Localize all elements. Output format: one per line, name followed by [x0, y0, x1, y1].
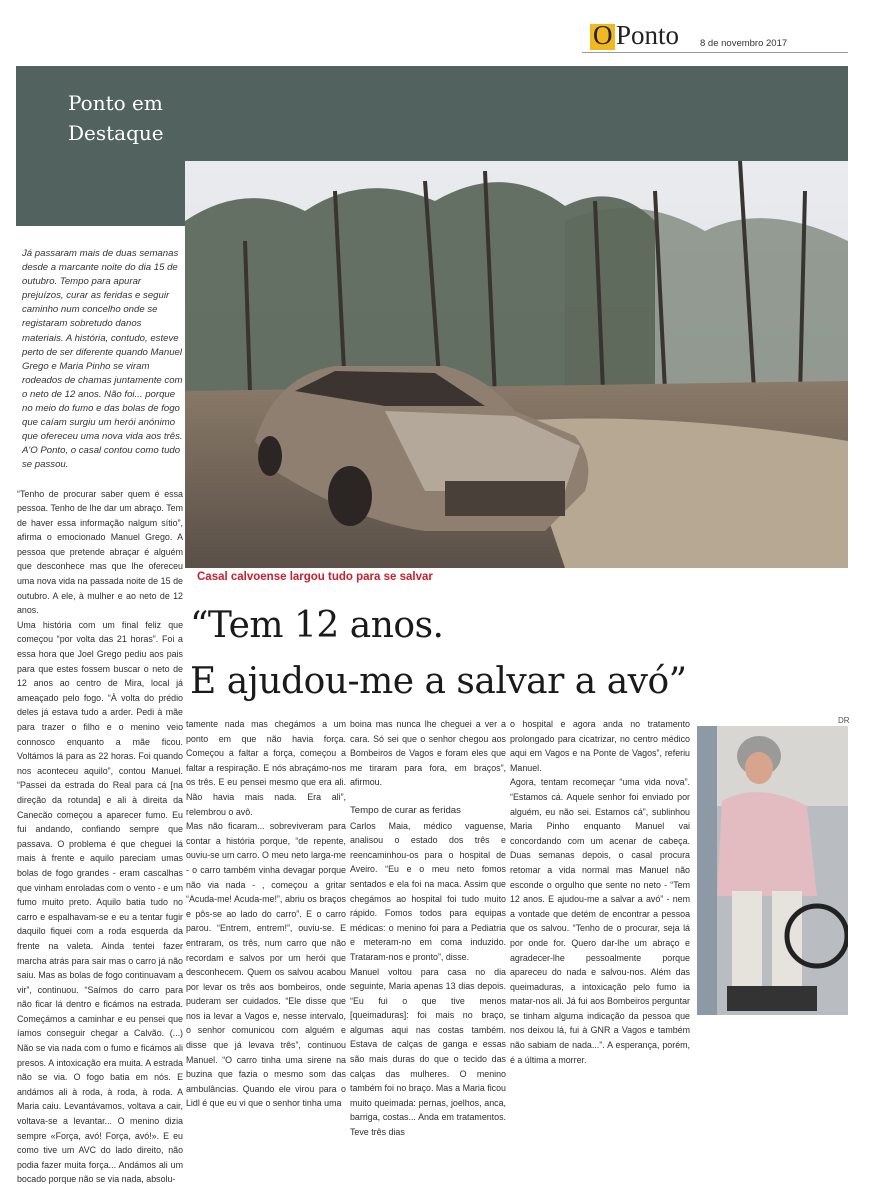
left-column — [17, 247, 183, 1187]
article-column-1 — [17, 487, 183, 1187]
logo-letter: O — [593, 20, 613, 50]
header-rule — [582, 52, 848, 53]
issue-date: 8 de novembro 2017 — [700, 38, 787, 49]
subheading: Tempo de curar as feridas — [350, 804, 506, 819]
headline — [190, 598, 687, 710]
photo-caption: Casal calvoense largou tudo para se salvar — [197, 571, 433, 583]
logo-name: Ponto — [616, 20, 679, 50]
paragraph: tamente nada mas chegámos a um ponto em que não havia força. Começou a faltar a força, começou a faltar a respiração. E nós abraçámo-nos os três. E eu pensei mesmo que era ali. Não havia mais nada. Era ali”, relembrou o avô. — [186, 717, 346, 819]
section-title — [68, 88, 164, 148]
photo-credit: DR — [838, 716, 850, 725]
paragraph: Carlos Maia, médico vaguense, analisou o estado dos três e reencaminhou-os para o hospital de Aveiro. “Eu e o meu neto fomos sentados e ela foi na maca. Assim que chegámos ao hospital foi tudo muito rápido. Fomos todos para equipas médicas: o menino foi para a Pediatria e meteram-no em coma induzido. Trataram-nos e pronto”, disse. — [350, 819, 506, 965]
paragraph: o hospital e agora anda no tratamento prolongado para cicatrizar, no centro médico aqui em Vagos e na Ponte de Vagos”, referiu Manuel. — [510, 717, 690, 775]
article-column-4 — [510, 717, 690, 1067]
section-box — [16, 160, 186, 226]
article-column-3 — [350, 717, 506, 1140]
article-column-2 — [186, 717, 346, 1111]
paragraph: “Tenho de procurar saber quem é essa pessoa. Tenho de lhe dar um abraço. Tem de haver essa informação nalgum sítio”, afirma o emocionado Manuel Grego. A pessoa que pretende abraçar é alguém que desconhece mas que lhe ofereceu uma nova vida na passada noite de 15 de outubro. A ele, à mulher e ao neto de 12 anos. — [17, 487, 183, 618]
burnt-car-photo — [185, 161, 848, 568]
woman-wheelchair-photo — [697, 726, 848, 1015]
paragraph: boina mas nunca lhe cheguei a ver a cara. Só sei que o senhor chegou aos Bombeiros de Vagos e foram eles que me tiraram para fora, em braços”, afirmou. — [350, 717, 506, 790]
section-title-line1: Ponto em — [68, 88, 164, 118]
headline-line2: E ajudou-me a salvar a avó” — [190, 654, 687, 710]
headline-line1: “Tem 12 anos. — [190, 598, 687, 654]
paragraph: Mas não ficaram... sobreviveram para contar a história porque, “de repente, ouviu-se um carro. O meu neto larga-me - o carro também vinha devagar porque não via nada - , começou a gritar “Acuda-me! Acuda-me!”, abriu os braços e pôs-se ao lado do carro”. E o carro parou. “Entrem, entrem!”, ouviu-se. E entraram, os três, num carro que não recordam e salvos por um herói que desconhecem. Quem os salvou acabou por levar os três aos bombeiros, onde puderam ser cuidados. “Ele disse que nos ia levar a Vagos e, nesse intervalo, o senhor comunicou com alguém e disse que já levava três”, continuou Manuel. “O carro tinha uma sirene na buzina que fazia o mesmo som das ambulâncias. Quando ele virou para o Lidl é que eu vi que o senhor tinha uma — [186, 819, 346, 1111]
section-title-line2: Destaque — [68, 118, 164, 148]
paragraph: Uma história com um final feliz que começou “por volta das 21 horas”. Foi a essa hora que Joel Grego pediu aos pais para que estes fossem buscar o neto de 12 anos ao centro de Mira, local já ameaçado pelo fogo. “À volta do prédio deles já estava tudo a arder. Pedi à mãe para trazer o filho e o menino veio connosco enquanto a mãe ficou. Voltámos lá para as 22 horas. Foi quando nos aconteceu aquilo”, contou Manuel. “Passei da estrada do Real para cá [na direção da rotunda] e ali à direita da Canecão começou a aparecer fumo. Eu fui andando, confiando sempre que passava. O problema é que cheguei lá mais à frente e aquilo pareciam umas bolas de fogo grandes - eram cascalhas que vinham enroladas com o vento - e um fumo muito preto. Aquilo batia tudo no carro e espalhavam-se e eu a tentar fugir daquilo fiquei com a roda esquerda da frente na valeta. Ainda tentei fazer marcha atrás para sair mas o carro já não saiu. Mas as bolas de fogo continuavam a vir”, continuou. “Saímos do carro para não ficar lá dentro e ficámos na estrada. Começámos a caminhar e eu pensei que íamos conseguir chegar a Calvão. (...) Não se via nada com o fumo e ficámos ali presos. A intoxicação era muita. A estrada não se via. O fogo batia em nós. E andámos ali à roda, à roda, à roda. A Maria caiu. Levantávamos, voltava a cair, voltava-se a levantar... O menino dizia sempre «Força, avó! Força, avó!». E eu como tive um AVC do lado direito, não podia fazer muita força... Andámos ali um bocado porque não se via nada, absolu- — [17, 618, 183, 1187]
paragraph: Agora, tentam recomeçar “uma vida nova”. “Estamos cá. Aquele senhor foi enviado por alguém, eu não sei. Estamos cá”, sublinhou Maria Pinho enquanto Manuel vai concordando com um acenar de cabeça. Duas semanas depois, o casal procura retomar a vida normal mas Manuel não esconde o orgulho que sente no neto - “Tem 12 anos. E ajudou-me a salvar a avó” - nem a vontade que detém de encontrar a pessoa que os salvou. “Tenho de o procurar, seja lá por onde for. Quero dar-lhe um abraço e agradecer-lhe pessoalmente porque apareceu do nada e salvou-nos. Além das queimaduras, a intoxicação pelo fumo ia matar-nos ali. Já fui aos Bombeiros perguntar se tinham alguma indicação da pessoa que nos deixou lá, fui à GNR a Vagos e também não sabiam de nada...”. A esperança, porém, é a última a morrer. — [510, 775, 690, 1067]
article-lead: Já passaram mais de duas semanas desde a marcante noite do dia 15 de outubro. Tempo para apurar prejuízos, curar as feridas e seguir caminho num concelho onde se registaram sobretudo danos materiais. A história, contudo, esteve perto de ser diferente quando Manuel Grego e Maria Pinho se viram rodeados de chamas juntamente com o neto de 12 anos. Não foi... porque no meio do fumo e das bolas de fogo que caíam surgiu um herói anónimo que ofereceu uma nova vida aos três. A'O Ponto, o casal contou como tudo se passou. — [17, 247, 183, 473]
paragraph: Manuel voltou para casa no dia seguinte, Maria apenas 13 dias depois. “Eu fui o que tive menos [queimaduras]: foi mais no braço, algumas aqui nas costas também. Estava de calças de ganga e essas são mais duras do que o tecido das calças das mulheres. O menino também foi no braço. Mas a Maria ficou muito queimada: pernas, joelhos, anca, barriga, costas... Anda em tratamentos. Teve três dias — [350, 965, 506, 1140]
